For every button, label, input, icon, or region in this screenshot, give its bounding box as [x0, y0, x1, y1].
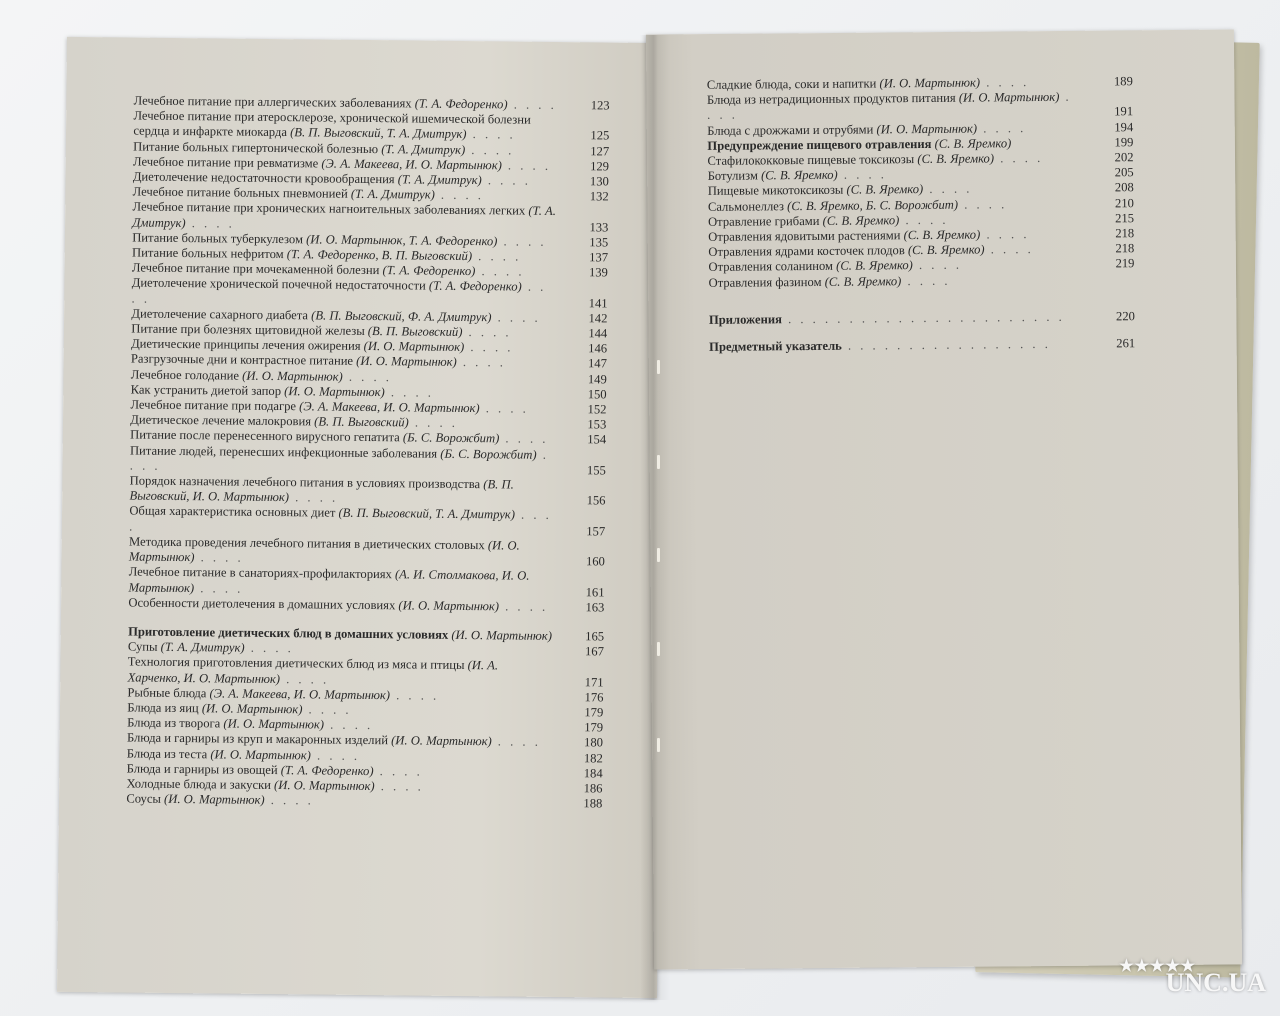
appendix-label: Приложения [708, 312, 782, 327]
entry-author: (С. В. Яремко) [846, 182, 924, 198]
entry-page-number: 186 [583, 781, 603, 796]
entry-author: (И. О. Мартынюк) [274, 777, 375, 794]
entry-author: (С. В. Яремко) [824, 273, 902, 289]
entry-author: (С. В. Яремко) [917, 151, 995, 167]
binding-stitch [657, 455, 660, 469]
toc-entry: Сальмонеллез (С. В. Яремко, Б. С. Ворожбит) . . . . 210 [707, 195, 1134, 214]
toc-entry: Лечебное питание при аллергических заболеваниях (Т. А. Федоренко) . . . . 123 [133, 93, 610, 113]
binding-stitch [657, 360, 660, 374]
section-page-number: 165 [585, 629, 605, 644]
toc-entry: Пищевые микотоксикозы (С. В. Яремко) . . . . 208 [707, 180, 1134, 199]
entry-author: (Т. А. Федоренко) [280, 762, 374, 778]
toc-entry: Общая характеристика основных диет (В. П. Выговский, Т. А. Дмитрук) . . . . 157 [129, 503, 606, 539]
entry-author: (Э. А. Макеева, И. О. Мартынюк) [299, 399, 480, 416]
entry-page-number: 132 [589, 189, 609, 204]
entry-author: (И. О. Мартынюк) [876, 121, 978, 137]
entry-author: (И. О. Мартынюк) [284, 383, 385, 400]
index-page-number: 261 [1116, 336, 1136, 351]
toc-left-column [126, 94, 613, 812]
entry-page-number: 150 [587, 387, 607, 402]
entry-author: (И. О. Мартынюк) [958, 90, 1060, 105]
watermark-stars: ★★★★★ [1119, 958, 1196, 975]
toc-entry: Питание больных нефритом (Т. А. Федоренко, В. П. Выговский) . . . . 137 [132, 245, 609, 265]
entry-author: (Т. А. Федоренко, В. П. Выговский) [286, 247, 473, 264]
index-label: Предметный указатель [709, 338, 842, 354]
toc-entry: Диетолечение хронической почечной недостаточности (Т. А. Федоренко) . . . . 141 [131, 275, 608, 311]
entry-title: Диетические принципы лечения ожирения [131, 336, 364, 354]
toc-entry: Порядок назначения лечебного питания в условиях производства (В. П. Выговский, И. О. Мартынюк) . . . . 156 [129, 473, 606, 508]
entry-author: (И. О. Мартынюк) [242, 368, 343, 384]
entry-page-number: 154 [587, 432, 607, 447]
entry-title: Отравления ядовитыми растениями [708, 228, 904, 244]
entry-page-number: 144 [588, 326, 608, 341]
entry-title: Питание людей, перенесших инфекционные заболевания [129, 443, 441, 461]
entry-author: (И. О. Мартынюк) [879, 75, 981, 91]
entry-author: (С. В. Яремко) [907, 242, 985, 258]
toc-entry: Лечебное питание при атеросклерозе, хронической ишемической болезни сердца и инфаркте миокарда (В. П. Выговский, Т. А. Дмитрук) . . . . 125 [133, 108, 610, 143]
entry-page-number: 156 [586, 493, 606, 508]
entry-author: (Т. А. Федоренко) [414, 96, 508, 112]
entry-page-number: 139 [588, 265, 608, 280]
toc-entry: Блюда из творога (И. О. Мартынюк) . . . . 179 [127, 715, 604, 735]
entry-page-number: 179 [584, 705, 604, 720]
entry-author: (И. О. Мартынюк) [201, 701, 303, 717]
entry-page-number: 152 [587, 402, 607, 417]
entry-page-number: 191 [1114, 104, 1134, 119]
entry-title: Стафилококковые пищевые токсикозы [707, 152, 918, 168]
entry-title: Отравление грибами [707, 213, 823, 229]
entry-title: Супы [127, 639, 161, 654]
entry-page-number: 123 [590, 98, 610, 113]
entry-page-number: 161 [585, 584, 605, 599]
section-author: (И. О. Мартынюк) [451, 627, 553, 643]
entry-author: (Э. А. Макеева, И. О. Мартынюк) [209, 686, 391, 702]
entry-page-number: 146 [588, 341, 608, 356]
entry-page-number: 137 [589, 250, 609, 265]
section-author: (С. В. Яремко) [934, 136, 1012, 151]
entry-page-number: 208 [1114, 180, 1134, 195]
entry-title: Особенности диетолечения в домашних условиях [128, 595, 399, 613]
toc-entry: Блюда и гарниры из круп и макаронных изделий (И. О. Мартынюк) . . . . 180 [126, 730, 604, 750]
toc-right-list [707, 150, 1138, 291]
entry-page-number: 153 [587, 417, 607, 432]
entry-author: (В. П. Выговский) [314, 414, 409, 430]
toc-entry: Диетическое лечение малокровия (В. П. Выговский) . . . . 153 [130, 412, 607, 432]
entry-page-number: 125 [590, 128, 610, 143]
toc-right-column [707, 74, 1139, 355]
entry-title: Блюда из нетрадиционных продуктов питания [706, 90, 959, 108]
entry-author: (И. О. Мартынюк) [398, 598, 500, 614]
toc-entry: Лечебное питание больных пневмонией (Т. А. Дмитрук) . . . . 132 [132, 184, 609, 204]
toc-entry: Разгрузочные дни и контрастное питание (И. О. Мартынюк) . . . . 147 [130, 351, 608, 371]
entry-page-number: 171 [584, 674, 604, 689]
entry-title: Холодные блюда и закуски [126, 776, 275, 792]
entry-page-number: 205 [1114, 165, 1134, 180]
entry-title: Лечебное голодание [130, 367, 243, 383]
entry-title: Лечебное питание в санаториях-профилакториях [128, 564, 396, 582]
toc-left-list [128, 94, 613, 616]
toc-entry: Лечебное питание при мочекаменной болезни (Т. А. Федоренко) . . . . 139 [131, 260, 608, 280]
entry-author: (Б. С. Ворожбит) [440, 446, 537, 462]
entry-title: Питание больных гипертонической болезнью [133, 139, 382, 156]
entry-title: Диетолечение сахарного диабета [131, 306, 312, 323]
toc-entry: Блюда из нетрадиционных продуктов питания (И. О. Мартынюк) . . . . 191 [706, 89, 1134, 123]
entry-title: Диетолечение недостаточности кровообращения [132, 169, 398, 187]
entry-title: Разгрузочные дни и контрастное питание [130, 351, 357, 369]
toc-entry: Супы (Т. А. Дмитрук) . . . . 167 [127, 639, 605, 659]
toc-entry: Особенности диетолечения в домашних условиях (И. О. Мартынюк) . . . . 163 [128, 595, 605, 615]
entry-page-number: 188 [583, 796, 603, 811]
entry-page-number: 147 [587, 356, 608, 371]
toc-entry: Сладкие блюда, соки и напитки (И. О. Мартынюк) . . . . 189 [706, 74, 1133, 92]
book-spine [640, 35, 670, 1000]
entry-page-number: 160 [585, 554, 605, 569]
entry-page-number: 133 [589, 219, 609, 235]
toc-entry: Методика проведения лечебного питания в диетических столовых (И. О. Мартынюк) . . . . 160 [128, 534, 605, 569]
entry-author: (Т. А. Дмитрук) [132, 204, 556, 230]
entry-page-number: 194 [1114, 119, 1134, 134]
toc-appendix: Приложения . . . . . . . . . . . . . . . . . . . . . . . 220 [708, 308, 1135, 327]
entry-title: Лечебное питание при аллергических заболеваниях [133, 93, 415, 111]
toc-entry: Отравление грибами (С. В. Яремко) . . . . 215 [707, 210, 1135, 229]
toc-entry: Лечебное голодание (И. О. Мартынюк) . . . . 149 [130, 367, 607, 387]
toc-entry: Диетолечение сахарного диабета (В. П. Выговский, Ф. А. Дмитрук) . . . . 142 [131, 306, 608, 326]
entry-page-number: 189 [1113, 74, 1133, 89]
toc-entry: Как устранить диетой запор (И. О. Мартынюк) . . . . 150 [130, 382, 607, 402]
entry-author: (В. П. Выговский, И. О. Мартынюк) [129, 477, 514, 505]
toc-entry: Питание больных туберкулезом (И. О. Мартынюк, Т. А. Федоренко) . . . . 135 [132, 230, 609, 250]
entry-title: Диетолечение хронической почечной недостаточности [131, 275, 430, 294]
entry-author: (Б. С. Ворожбит) [402, 430, 500, 446]
entry-page-number: 127 [590, 143, 610, 159]
entry-title: Лечебное питание при мочекаменной болезни [131, 260, 383, 278]
toc-entry: Отравления ядрами косточек плодов (С. В. Яремко) . . . . 218 [708, 241, 1135, 260]
section-title: Предупреждение пищевого отравления [707, 136, 935, 153]
toc-entry: Ботулизм (С. В. Яремко) . . . . 205 [707, 165, 1134, 184]
entry-page-number: 141 [588, 295, 608, 311]
toc-entry: Соусы (И. О. Мартынюк) . . . . 188 [126, 791, 603, 811]
entry-author: (С. В. Яремко) [822, 213, 900, 228]
section-page-number: 199 [1114, 134, 1134, 150]
entry-page-number: 129 [590, 159, 610, 174]
toc-entry: Питание после перенесенного вирусного гепатита (Б. С. Ворожбит) . . . . 154 [130, 427, 607, 447]
entry-title: Лечебное питание при хронических нагноительных заболеваниях легких [132, 199, 529, 219]
entry-author: (Т. А. Федоренко) [382, 263, 476, 279]
entry-title: Порядок назначения лечебного питания в условиях производства [129, 473, 484, 492]
toc-entry: Диетолечение недостаточности кровообращения (Т. А. Дмитрук) . . . . 130 [132, 169, 609, 189]
entry-title: Как устранить диетой запор [130, 382, 285, 398]
binding-stitch [657, 548, 660, 562]
entry-author: (С. В. Яремко, Б. С. Ворожбит) [787, 197, 959, 213]
entry-title: Технология приготовления диетических блюд из мяса и птицы [127, 654, 468, 673]
entry-author: (И. О. Мартынюк) [363, 339, 465, 355]
entry-page-number: 180 [584, 735, 604, 750]
entry-author: (Т. А. Федоренко) [428, 279, 522, 295]
toc-index: Предметный указатель . . . . . . . . . . . . . . . . . 261 [709, 336, 1136, 354]
appendix-page-number: 220 [1115, 308, 1135, 324]
entry-title: Отравления соланином [708, 259, 837, 275]
toc-entry: Лечебное питание при ревматизме (Э. А. Макеева, И. О. Мартынюк) . . . . 129 [132, 154, 610, 174]
entry-title: Блюда из творога [127, 715, 224, 731]
binding-stitch [657, 642, 660, 656]
entry-page-number: 130 [589, 174, 609, 189]
entry-page-number: 210 [1114, 195, 1134, 210]
entry-title: Методика проведения лечебного питания в диетических столовых [128, 534, 488, 553]
entry-author: (И. О. Мартынюк) [391, 733, 492, 749]
toc-left-list [126, 640, 608, 812]
entry-author: (И. О. Мартынюк, Т. А. Федоренко) [306, 232, 498, 249]
entry-page-number: 179 [584, 720, 604, 735]
toc-entry: Лечебное питание при подагре (Э. А. Макеева, И. О. Мартынюк) . . . . 152 [130, 397, 607, 417]
entry-page-number: 218 [1115, 226, 1135, 241]
entry-page-number: 215 [1115, 210, 1135, 226]
entry-page-number: 218 [1115, 241, 1135, 256]
entry-author: (С. В. Яремко) [903, 227, 981, 243]
entry-title: Питание больных нефритом [132, 245, 287, 262]
entry-title: Лечебное питание при подагре [130, 397, 300, 414]
entry-author: (Т. А. Дмитрук) [160, 639, 245, 655]
entry-author: (С. В. Яремко) [760, 167, 838, 183]
entry-page-number: 135 [589, 235, 609, 250]
entry-title: Отравления ядрами косточек плодов [708, 243, 908, 260]
entry-page-number: 202 [1114, 150, 1134, 165]
toc-entry: Технология приготовления диетических блюд из мяса и птицы (И. А. Харченко, И. О. Мартынюк) . . . . 171 [127, 654, 604, 689]
entry-title: Блюда и гарниры из круп и макаронных изделий [126, 730, 392, 748]
entry-page-number: 167 [584, 644, 605, 659]
entry-author: (И. О. Мартынюк) [356, 354, 457, 370]
watermark-text: UNC.UA [1165, 968, 1266, 997]
entry-author: (Т. А. Дмитрук) [397, 172, 482, 188]
entry-page-number: 149 [587, 371, 607, 387]
entry-title: Питание после перенесенного вирусного гепатита [130, 427, 404, 445]
toc-entry: Рыбные блюда (Э. А. Макеева, И. О. Мартынюк) . . . . 176 [127, 685, 604, 705]
entry-author: (В. П. Выговский, Ф. А. Дмитрук) [311, 308, 492, 325]
section-title: Приготовление диетических блюд в домашних условиях [128, 624, 452, 642]
entry-title: Блюда и гарниры из овощей [126, 761, 281, 777]
entry-author: (И. О. Мартынюк) [128, 538, 520, 565]
entry-author: (И. А. Харченко, И. О. Мартынюк) [127, 658, 499, 686]
entry-title: Рыбные блюда [127, 685, 210, 701]
toc-entry: Питание больных гипертонической болезнью (Т. А. Дмитрук) . . . . 127 [133, 139, 610, 159]
entry-page-number: 142 [588, 311, 608, 326]
entry-title: Питание больных туберкулезом [132, 230, 307, 247]
entry-title: Блюда из теста [126, 746, 211, 761]
watermark-logo [1119, 958, 1266, 998]
toc-right-list [707, 74, 1138, 139]
entry-title: Диетическое лечение малокровия [130, 412, 315, 429]
toc-entry: Блюда из теста (И. О. Мартынюк) . . . . 182 [126, 746, 603, 765]
entry-title: Питание при болезнях щитовидной железы [131, 321, 368, 339]
entry-title: Общая характеристика основных диет [129, 503, 339, 521]
entry-title: Отравления фазином [708, 274, 825, 290]
entry-title: Лечебное питание больных пневмонией [132, 184, 351, 202]
binding-stitch [657, 738, 660, 752]
toc-entry: Стафилококковые пищевые токсикозы (С. В. Яремко) . . . . 202 [707, 150, 1134, 168]
toc-entry: Питание при болезнях щитовидной железы (В. П. Выговский) . . . . 144 [131, 321, 608, 341]
entry-page-number: 184 [583, 765, 603, 781]
entry-title: Пищевые микотоксикозы [707, 183, 847, 199]
entry-title: Соусы [126, 791, 165, 807]
entry-author: (В. П. Выговский, Т. А. Дмитрук) [338, 506, 516, 523]
entry-page-number: 219 [1115, 256, 1135, 271]
entry-title: Сальмонеллез [707, 198, 788, 214]
entry-title: Блюда из яиц [127, 700, 202, 716]
toc-entry: Диетические принципы лечения ожирения (И. О. Мартынюк) . . . . 146 [131, 336, 608, 356]
toc-entry: Блюда и гарниры из овощей (Т. А. Федоренко) . . . . 184 [126, 761, 603, 781]
entry-page-number: 157 [586, 523, 606, 539]
entry-title: Сладкие блюда, соки и напитки [706, 76, 880, 92]
toc-entry: Блюда из яиц (И. О. Мартынюк) . . . . 179 [127, 700, 604, 720]
toc-entry: Отравления ядовитыми растениями (С. В. Яремко) . . . . 218 [708, 226, 1135, 244]
toc-entry: Лечебное питание в санаториях-профилакториях (А. И. Столмакова, И. О. Мартынюк) . . . . 161 [128, 564, 605, 599]
entry-author: (И. О. Мартынюк) [164, 792, 265, 808]
entry-title: Блюда с дрожжами и отрубями [707, 122, 877, 138]
entry-author: (И. О. Мартынюк) [223, 716, 325, 732]
entry-title: Лечебное питание при ревматизме [132, 154, 322, 171]
entry-author: (С. В. Яремко) [836, 258, 913, 274]
entry-title: Лечебное питание при атеросклерозе, хронической ишемической болезни сердца и инфаркте миокарда [133, 108, 531, 140]
entry-author: (Э. А. Макеева, И. О. Мартынюк) [321, 156, 502, 173]
toc-entry: Холодные блюда и закуски (И. О. Мартынюк) . . . . 186 [126, 776, 603, 796]
entry-author: (Т. А. Дмитрук) [381, 141, 466, 157]
entry-page-number: 182 [583, 750, 603, 765]
entry-author: (Т. А. Дмитрук) [350, 187, 435, 202]
toc-entry: Питание людей, перенесших инфекционные заболевания (Б. С. Ворожбит) . . . . 155 [129, 443, 606, 478]
toc-entry: Лечебное питание при хронических нагноительных заболеваниях легких (Т. А. Дмитрук) . . . . 133 [132, 199, 609, 235]
entry-author: (А. И. Столмакова, И. О. Мартынюк) [128, 567, 530, 595]
toc-entry: Отравления фазином (С. В. Яремко) . . . . [708, 273, 951, 290]
entry-author: (В. П. Выговский, Т. А. Дмитрук) [290, 125, 467, 142]
entry-page-number: 163 [585, 599, 605, 615]
entry-author: (В. П. Выговский) [367, 324, 463, 340]
toc-entry: Блюда с дрожжами и отрубями (И. О. Мартынюк) . . . . 194 [707, 119, 1134, 138]
entry-title: Ботулизм [707, 168, 762, 184]
entry-page-number: 176 [584, 689, 604, 705]
entry-author: (И. О. Мартынюк) [210, 746, 311, 762]
entry-page-number: 155 [586, 463, 606, 478]
toc-entry: Отравления соланином (С. В. Яремко) . . . . 219 [708, 256, 1135, 275]
